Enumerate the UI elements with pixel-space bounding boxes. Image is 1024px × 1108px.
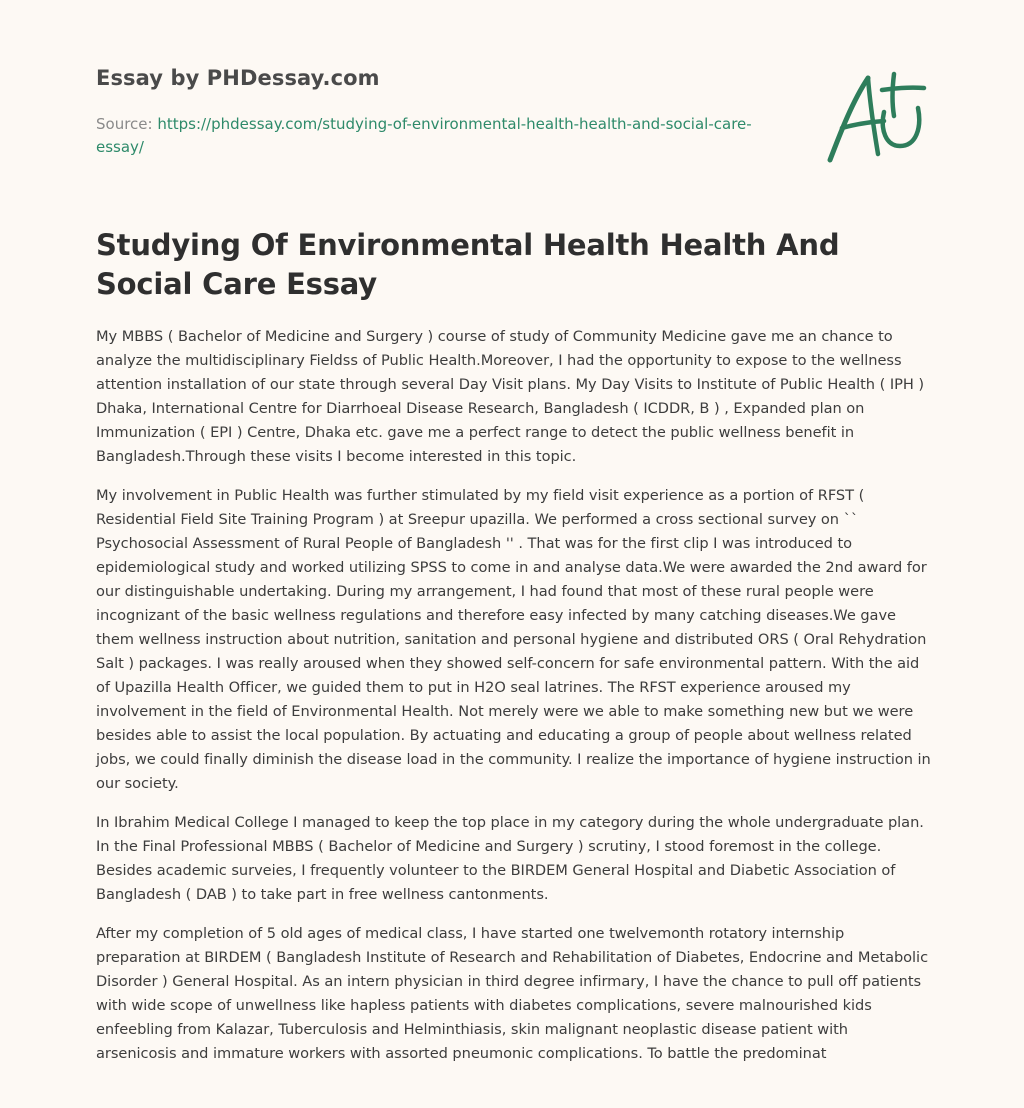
essay-paragraph: In Ibrahim Medical College I managed to keep the top place in my category during the whole undergraduate plan. In the Final Professional MBBS ( Bachelor of Medicine and Surgery ) scrutiny, I stood foremost in the college. Besides academic surveies, I frequently volunteer to the BIRDEM General Hospital and Diabetic Association of Bangladesh ( DAB ) to take part in free wellness cantonments. bbox=[96, 814, 924, 903]
essay-title: Studying Of Environmental Health Health And Social Care Essay bbox=[96, 228, 840, 301]
essay-paragraph: My MBBS ( Bachelor of Medicine and Surgery ) course of study of Community Medicine gave me an chance to analyze the multidisciplinary Fieldss of Public Health.Moreover, I had the opportunity to expose to the wellness attention installation of our state through several Day Visit plans. My Day Visits to Institute of Public Health ( IPH ) Dhaka, International Centre for Diarrhoeal Disease Research, Bangladesh ( ICDDR, B ) , Expanded plan on Immunization ( EPI ) Centre, Dhaka etc. gave me a perfect range to detect the public wellness benefit in Bangladesh.Through these visits I become interested in this topic. bbox=[96, 328, 924, 465]
source-link[interactable]: https://phdessay.com/studying-of-environmental-health-health-and-social-care-essay/ bbox=[96, 115, 752, 156]
essay-paragraph: After my completion of 5 old ages of medical class, I have started one twelvemonth rotatory internship preparation at BIRDEM ( Bangladesh Institute of Research and Rehabilitation of Diabetes, Endocrine and Metabolic Disorder ) General Hospital. As an intern physician in third degree infirmary, I have the chance to pull off patients with wide scope of unwellness like hapless patients with diabetes complications, severe malnourished kids enfeebling from Kalazar, Tuberculosis and Helminthiasis, skin malignant neoplastic disease patient with arsenicosis and immature workers with assorted pneumonic complications. To battle the predominat bbox=[96, 925, 929, 1062]
source-label: Source: bbox=[96, 115, 158, 133]
essay-body bbox=[96, 325, 932, 1081]
source-line bbox=[96, 113, 776, 159]
essay-paragraph: My involvement in Public Health was further stimulated by my field visit experience as a portion of RFST ( Residential Field Site Training Program ) at Sreepur upazilla. We performed a cross sectional survey on `` Psychosocial Assessment of Rural People of Bangladesh '' . That was for the first clip I was introduced to epidemiological study and worked utilizing SPSS to come in and analyse data.We were awarded the 2nd award for our distinguishable undertaking. During my arrangement, I had found that most of these rural people were incognizant of the basic wellness regulations and therefore easy infected by many catching diseases.We gave them wellness instruction about nutrition, sanitation and personal hygiene and distributed ORS ( Oral Rehydration Salt ) packages. I was really aroused when they showed self-concern for safe environmental pattern. With the aid of Upazilla Health Officer, we guided them to put in H2O seal latrines. The RFST experience aroused my involvement in the field of Environmental Health. Not merely were we able to make something new but we were besides able to assist the local population. By actuating and educating a group of people about wellness related jobs, we could finally diminish the disease load in the community. I realize the importance of hygiene instruction in our society. bbox=[96, 487, 931, 792]
site-title: Essay by PHDessay.com bbox=[96, 66, 380, 90]
a-plus-logo-icon bbox=[822, 68, 932, 168]
